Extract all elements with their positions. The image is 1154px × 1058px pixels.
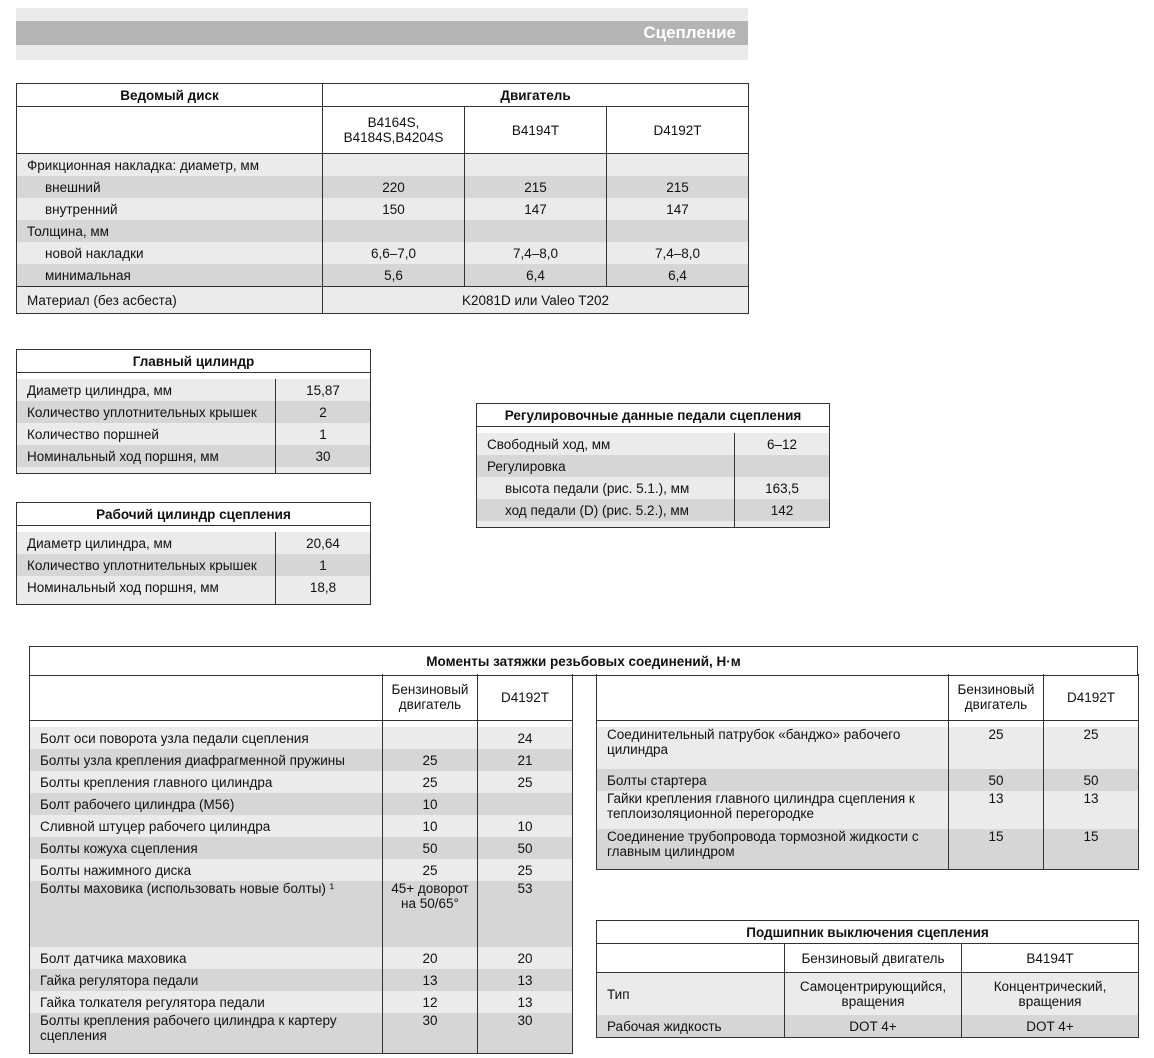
table-row: Регулировка xyxy=(477,455,830,477)
engine-name: B4164S, B4184S,B4204S xyxy=(323,107,465,154)
column-header-row xyxy=(597,674,1139,721)
table-title: Главный цилиндр xyxy=(17,350,371,373)
table-row: Тип Самоцентрирующийся, вращения Концентрический, вращения xyxy=(597,973,1139,1016)
torque-table-right xyxy=(596,674,1139,870)
row-label: внешний xyxy=(45,179,101,195)
row-label: новой накладки xyxy=(45,245,144,261)
col-petrol: Бензиновый двигатель xyxy=(383,674,478,721)
col-petrol: Бензиновый двигатель xyxy=(785,944,962,973)
table-row: Соединение трубопровода тормозной жидкости с главным цилиндром 15 15 xyxy=(597,829,1139,870)
column-header-row xyxy=(597,944,1139,973)
col-diesel: D4192T xyxy=(478,674,573,721)
table-row: Гайка регулятора педали 13 13 xyxy=(30,969,573,991)
engine-name: D4192T xyxy=(607,107,749,154)
table-row: Номинальный ход поршня, мм 18,8 xyxy=(17,576,371,598)
table-row xyxy=(17,154,749,177)
table-row: Рабочая жидкость DOT 4+ DOT 4+ xyxy=(597,1015,1139,1038)
table-row: новой накладки 6,6–7,0 7,4–8,0 7,4–8,0 xyxy=(17,242,749,264)
table-row: минимальная 5,6 6,4 6,4 xyxy=(17,264,749,287)
disk-title: Ведомый диск xyxy=(17,84,323,107)
table-title: Подшипник выключения сцепления xyxy=(597,921,1139,944)
table-row: Количество поршней 1 xyxy=(17,423,371,445)
section-title: Сцепление xyxy=(643,23,736,42)
col-diesel: D4192T xyxy=(1044,674,1139,721)
engine-title: Двигатель xyxy=(323,84,749,107)
table-row: Диаметр цилиндра, мм 15,87 xyxy=(17,379,371,401)
section-header-bar xyxy=(16,21,748,45)
table-row: Болты кожуха сцепления 50 50 xyxy=(30,837,573,859)
table-row: высота педали (рис. 5.1.), мм 163,5 xyxy=(477,477,830,499)
row-label: Толщина, мм xyxy=(27,223,109,239)
table-row: Болты нажимного диска 25 25 xyxy=(30,859,573,881)
col-turbo: B4194T xyxy=(962,944,1139,973)
material-value: K2081D или Valeo T202 xyxy=(323,287,749,314)
driven-disk-table xyxy=(16,83,749,314)
material-label: Материал (без асбеста) xyxy=(17,287,323,314)
table-row: внутренний 150 147 147 xyxy=(17,198,749,220)
torque-table-left xyxy=(29,674,573,1054)
table-row: Болты крепления главного цилиндра 25 25 xyxy=(30,771,573,793)
table-row: Болты крепления рабочего цилиндра к картеру сцепления 30 30 xyxy=(30,1013,573,1054)
table-row: Гайка толкателя регулятора педали 12 13 xyxy=(30,991,573,1013)
row-label: минимальная xyxy=(45,267,131,283)
table-row xyxy=(17,220,749,242)
table-row: Гайки крепления главного цилиндра сцепления к теплоизоляционной перегородке 13 13 xyxy=(597,791,1139,829)
table-row: внешний 220 215 215 xyxy=(17,176,749,198)
working-cylinder-table xyxy=(16,502,371,605)
material-row xyxy=(17,287,749,314)
master-cylinder-table xyxy=(16,349,371,474)
column-header-row xyxy=(30,674,573,721)
torque-table-header xyxy=(29,646,1138,676)
engine-name: B4194T xyxy=(465,107,607,154)
table-row: Болты узла крепления диафрагменной пружины 25 21 xyxy=(30,749,573,771)
table-row: Сливной штуцер рабочего цилиндра 10 10 xyxy=(30,815,573,837)
table-header-row xyxy=(17,84,749,107)
table-row: Количество уплотнительных крышек 1 xyxy=(17,554,371,576)
table-row: Болт датчика маховика 20 20 xyxy=(30,947,573,969)
table-row: Свободный ход, мм 6–12 xyxy=(477,433,830,455)
table-row: Болты стартера 50 50 xyxy=(597,769,1139,791)
table-row: Соединительный патрубок «банджо» рабочего цилиндра 25 25 xyxy=(597,727,1139,769)
pedal-adjustment-table xyxy=(476,403,830,528)
row-label: внутренний xyxy=(45,201,118,217)
table-row: Болты маховика (использовать новые болты) ¹ 45+ доворот на 50/65° 53 xyxy=(30,881,573,947)
release-bearing-table xyxy=(596,920,1139,1038)
engine-header-row xyxy=(17,107,749,154)
row-label: Фрикционная накладка: диаметр, мм xyxy=(27,157,259,173)
torque-title: Моменты затяжки резьбовых соединений, Н·м xyxy=(426,653,741,669)
table-row: Номинальный ход поршня, мм 30 xyxy=(17,445,371,467)
table-title: Регулировочные данные педали сцепления xyxy=(477,404,830,427)
table-title: Рабочий цилиндр сцепления xyxy=(17,503,371,526)
table-row: Диаметр цилиндра, мм 20,64 xyxy=(17,532,371,554)
table-row: ход педали (D) (рис. 5.2.), мм 142 xyxy=(477,499,830,521)
table-row: Количество уплотнительных крышек 2 xyxy=(17,401,371,423)
col-petrol: Бензиновый двигатель xyxy=(949,674,1044,721)
table-row: Болт рабочего цилиндра (M56) 10 xyxy=(30,793,573,815)
table-row: Болт оси поворота узла педали сцепления 24 xyxy=(30,727,573,749)
